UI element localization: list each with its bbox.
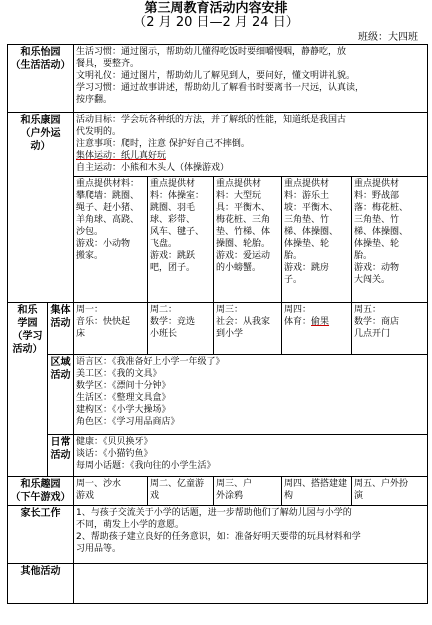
outdoor-summary <box>74 113 428 177</box>
row-study-group <box>8 303 428 355</box>
daily-line: 谈话：《小猫钓鱼》 <box>76 449 153 459</box>
parents-line: 2、帮助孩子建立良好的任务意识，如：准备好明天要带的玩具材料和学 <box>76 532 361 542</box>
parents-line: 习用品等。 <box>76 544 122 554</box>
outdoor-line: 自主运动：小熊和木头人（体操游戏） <box>76 163 230 173</box>
outdoor-day-2: 重点提供材 料：体操室： 跳圈、羽毛 球、彩带、 风车、毽子、 飞盘。 游戏：跳跃 吧，团子。 <box>148 177 214 303</box>
daily-activity-label: 日常 活动 <box>48 435 74 477</box>
outdoor-line: 注意事项：爬时，注意 保护好自己不摔倒。 <box>76 139 250 149</box>
other-content <box>74 564 428 604</box>
fun-day-2: 周二、亿童游 戏 <box>148 477 214 506</box>
area-content <box>74 355 428 435</box>
daily-line: 每周小话题：《我向往的小学生活》 <box>76 461 216 471</box>
outdoor-day-1: 重点提供材料： 攀爬墙：跳圈、 绳子、赶小猪、 羊角球、高跷、 沙包。 游戏：小动物 搬家。 <box>74 177 148 303</box>
area-activity-label: 区域 活动 <box>48 355 74 435</box>
outdoor-day-4: 重点提供材 料：游乐土 坡：平衡木、 三角垫、竹 梯、体操圈、 体操垫、轮 胎。 游戏：跳房 子。 <box>282 177 352 303</box>
row-study-daily <box>8 435 428 477</box>
fun-label: 和乐趣园 （下午游戏） <box>8 477 74 506</box>
outdoor-line: 活动目标：学会玩各种纸的方法，并了解纸的性能，知道纸是我国古 <box>76 115 347 125</box>
row-outdoor-top <box>8 113 428 177</box>
fun-day-4: 周四、搭搭建建 构 <box>282 477 352 506</box>
outdoor-label: 和乐康园 （户外运 动） <box>8 113 74 303</box>
life-line: 按序翻。 <box>76 95 113 105</box>
outdoor-line: 代发明的。 <box>76 127 122 137</box>
life-line: 餐具，要整齐。 <box>76 59 140 69</box>
group-day-5: 周五： 数学：商店 几点开门 <box>352 303 428 355</box>
life-label: 和乐怡园 （生活活动） <box>8 45 74 113</box>
date-range: （2 月 20 日—2 月 24 日） <box>133 15 299 30</box>
page-title: 第三周教育活动内容安排 <box>144 1 288 16</box>
parents-line: 不同，萌发上小学的意愿。 <box>76 520 185 530</box>
life-line: 生活习惯：通过图示，帮助幼儿懂得吃饭时要细嚼慢咽，静静吃，放 <box>76 47 347 57</box>
area-line: 角色区：《学习用品商店》 <box>76 417 180 427</box>
area-line: 生活区：《整理文具盒》 <box>76 393 171 403</box>
fun-day-3: 周三、户 外涂鸦 <box>214 477 282 506</box>
group-day-2: 周二： 数学：竞选 小班长 <box>148 303 214 355</box>
parents-label: 家长工作 <box>8 506 74 564</box>
schedule-table <box>7 44 428 604</box>
group-day-3: 周三： 社会：从我家 到小学 <box>214 303 282 355</box>
group-day-4: 周四： 体育：偷果 <box>282 303 352 355</box>
area-line: 语言区：《我准备好上小学一年级了》 <box>76 357 225 367</box>
row-fun <box>8 477 428 506</box>
group-activity-label: 集体 活动 <box>48 303 74 355</box>
outdoor-day-5: 重点提供材 料：野战部 落：梅花桩、 三角垫、竹 梯、体操圈、 体操垫、轮 胎。 游戏：动物 大闯关。 <box>352 177 428 303</box>
fun-day-5: 周五、户外扮 演 <box>352 477 428 506</box>
parents-line: 1、与孩子交流关于小学的话题，进一步帮助他们了解幼儿园与小学的 <box>76 508 352 518</box>
outdoor-line: 集体运动：纸儿真好玩 <box>76 151 167 161</box>
life-line: 文明礼仪：通过图片，帮助幼儿了解见到人，要问好，懂文明讲礼貌。 <box>76 71 356 81</box>
outdoor-day-3: 重点提供材 料：大型玩 具：平衡木、 梅花桩、三角 垫、竹梯、体 操圈、轮胎。 游戏：爱运动 的小螃蟹。 <box>214 177 282 303</box>
class-name: 班级：大四班 <box>358 32 418 43</box>
row-study-area <box>8 355 428 435</box>
row-life <box>8 45 428 113</box>
fun-day-1: 周一、沙水 游戏 <box>74 477 148 506</box>
other-label: 其他活动 <box>8 564 74 604</box>
group-day-1: 周一： 音乐：快快起 床 <box>74 303 148 355</box>
area-line: 美工区：《我的文具》 <box>76 369 162 379</box>
life-line: 学习习惯：通过故事讲述，帮助幼儿了解看书时要离书一尺远，认真读， <box>76 83 365 93</box>
row-parents <box>8 506 428 564</box>
row-other <box>8 564 428 604</box>
area-line: 建构区：《小学大操场》 <box>76 405 171 415</box>
parents-content <box>74 506 428 564</box>
daily-content <box>74 435 428 477</box>
daily-line: 健康：《贝贝换牙》 <box>76 437 153 447</box>
study-label: 和乐 学园 （学习 活动） <box>8 303 48 477</box>
life-content <box>74 45 428 113</box>
area-line: 数学区：《漂间十分钟》 <box>76 381 171 391</box>
